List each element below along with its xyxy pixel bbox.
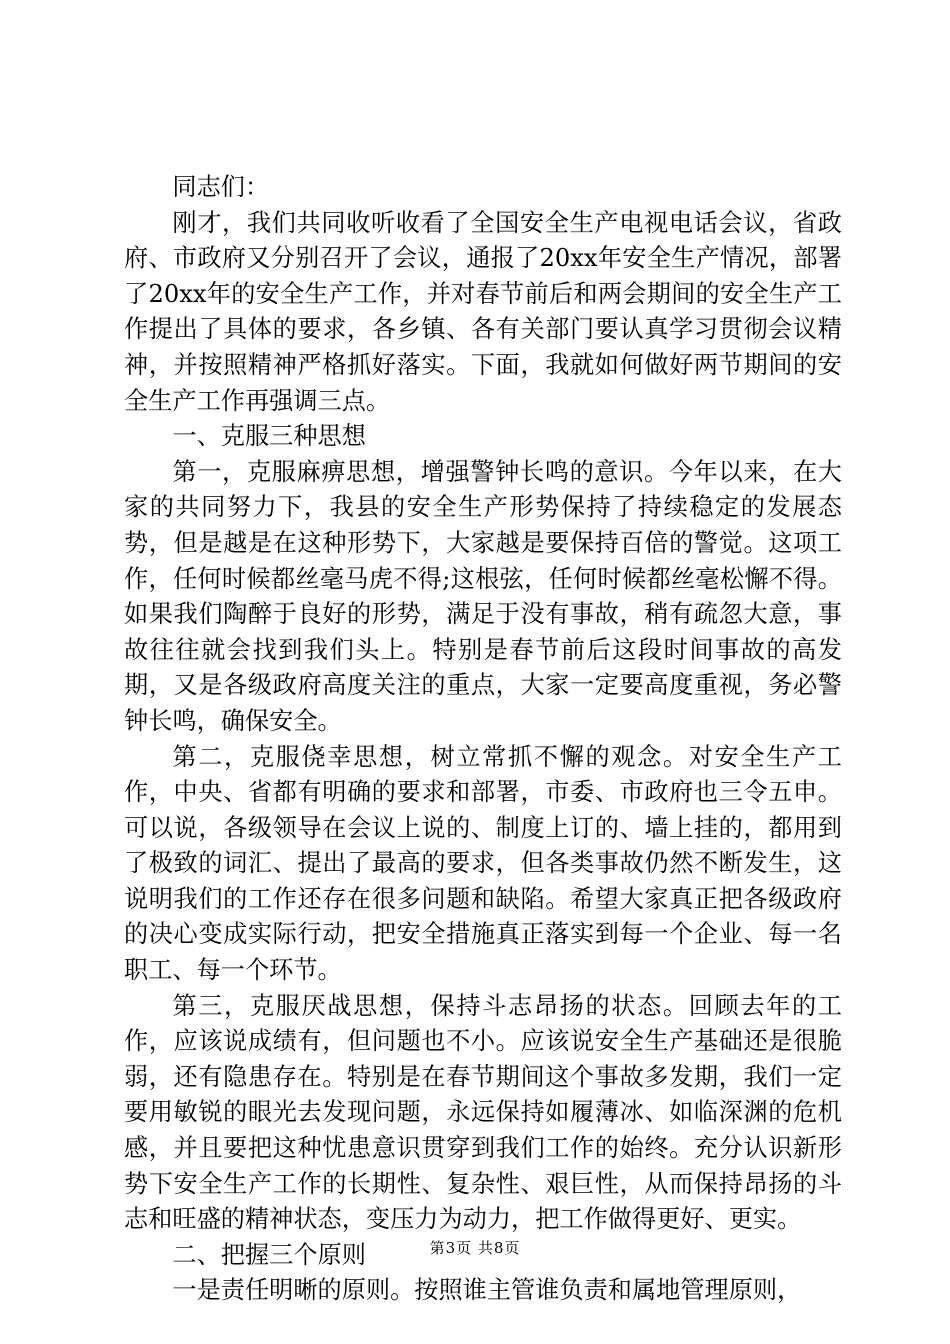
section1-paragraph-2: 第二，克服侥幸思想，树立常抓不懈的观念。对安全生产工作，中央、省都有明确的要求和部署，市委、市政府也三令五申。可以说，各级领导在会议上说的、制度上订的、墙上挂的，都用到了极致的词汇、提出了最高的要求，但各类事故仍然不断发生，这说明我们的工作还存在很多问题和缺陷。希望大家真正把各级政府的决心变成实际行动，把安全措施真正落实到每一个企业、每一名职工、每一个环节。	[124, 742, 842, 985]
section2-paragraph-1: 一是责任明晰的原则。按照谁主管谁负责和属地管理原则，	[172, 1276, 802, 1305]
document-body	[124, 170, 842, 1309]
page-number-footer: 第3页 共8页	[429, 1239, 521, 1257]
section-heading-2: 二、把握三个原则	[172, 1240, 366, 1269]
intro-paragraph: 刚才，我们共同收听收看了全国安全生产电视电话会议，省政府、市政府又分别召开了会议，通报了20xx年安全生产情况，部署了20xx年的安全生产工作，并对春节前后和两会期间的安全生产工作提出了具体的要求，各乡镇、各有关部门要认真学习贯彻会议精神，并按照精神严格抓好落实。下面，我就如何做好两节期间的安全生产工作再强调三点。	[124, 208, 842, 415]
salutation: 同志们：	[172, 173, 270, 201]
section1-paragraph-3: 第三，克服厌战思想，保持斗志昂扬的状态。回顾去年的工作，应该说成绩有，但问题也不小。应该说安全生产基础还是很脆弱，还有隐患存在。特别是在春节期间这个事故多发期，我们一定要用敏锐的眼光去发现问题，永远保持如履薄冰、如临深渊的危机感，并且要把这种忧患意识贯穿到我们工作的始终。充分认识新形势下安全生产工作的长期性、复杂性、艰巨性，从而保持昂扬的斗志和旺盛的精神状态，变压力为动力，把工作做得更好、更实。	[124, 991, 842, 1234]
section1-paragraph-1: 第一，克服麻痹思想，增强警钟长鸣的意识。今年以来，在大家的共同努力下，我县的安全生产形势保持了持续稳定的发展态势，但是越是在这种形势下，大家越是要保持百倍的警觉。这项工作，任何时候都丝毫马虎不得;这根弦，任何时候都丝毫松懈不得。如果我们陶醉于良好的形势，满足于没有事故，稍有疏忽大意，事故往往就会找到我们头上。特别是春节前后这段时间事故的高发期，又是各级政府高度关注的重点，大家一定要高度重视，务必警钟长鸣，确保安全。	[124, 457, 842, 735]
section-heading-1: 一、克服三种思想	[172, 422, 366, 451]
